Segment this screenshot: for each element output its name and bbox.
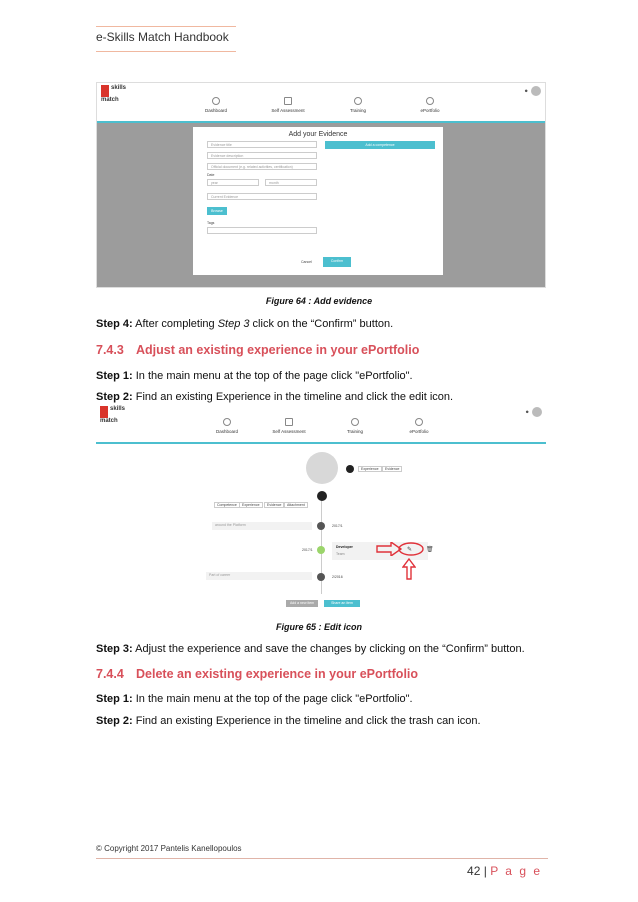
- user-area[interactable]: [524, 86, 541, 96]
- app-logo: skills match: [100, 406, 126, 424]
- nav-dashboard[interactable]: Dashboard: [181, 97, 251, 113]
- add-evidence-modal: [193, 127, 443, 275]
- experience-title: Developer: [336, 545, 353, 549]
- sun-icon: [354, 97, 362, 105]
- edit-icon[interactable]: ✎: [407, 547, 413, 553]
- app-nav-bar: [97, 83, 545, 123]
- checkbox-icon: [285, 418, 293, 426]
- footer-rule: [96, 858, 548, 859]
- timeline-marker: [317, 491, 327, 501]
- step-2-paragraph-delete: Step 2: Find an existing Experience in the timeline and click the trash can icon.: [96, 715, 481, 727]
- experience-subtitle: Team: [336, 552, 345, 556]
- nav-dashboard[interactable]: Dashboard: [192, 418, 262, 434]
- pencil-marker-icon: [317, 573, 325, 581]
- add-circle-icon[interactable]: [346, 465, 354, 473]
- current-evidence-input[interactable]: Current Evidence: [207, 193, 317, 200]
- user-icon: [415, 418, 423, 426]
- filter-evidence[interactable]: Evidence: [264, 502, 284, 508]
- doc-header-title: e-Skills Match Handbook: [96, 30, 229, 44]
- step-1-paragraph: Step 1: In the main menu at the top of the page click "ePortfolio".: [96, 370, 413, 382]
- year-select[interactable]: year: [207, 179, 259, 186]
- chip-experience[interactable]: Experience: [358, 466, 382, 472]
- user-area[interactable]: [525, 407, 542, 417]
- timeline-item-1[interactable]: around the Platform: [212, 522, 312, 530]
- user-icon: [426, 97, 434, 105]
- bell-icon[interactable]: ●: [524, 88, 528, 95]
- evidence-description-input[interactable]: Evidence description: [207, 152, 317, 159]
- evidence-title-input[interactable]: Evidence title: [207, 141, 317, 148]
- nav-self-assessment[interactable]: Self Assessment: [254, 418, 324, 434]
- nav-training[interactable]: Training: [323, 97, 393, 113]
- modal-backdrop: [97, 123, 545, 287]
- step-label: Step 4:: [96, 318, 133, 330]
- page-number: 42 | P a g e: [467, 864, 542, 878]
- link-icon: [317, 522, 325, 530]
- timeline-date-1: 2017/1: [332, 524, 343, 528]
- figure-caption-65: Figure 65 : Edit icon: [275, 622, 362, 632]
- timeline-item-3[interactable]: Part of career: [206, 572, 312, 580]
- tags-input[interactable]: [207, 227, 317, 234]
- timeline-date-3: 2/2016: [332, 575, 343, 579]
- experience-marker-icon: [317, 546, 325, 554]
- add-competence-button[interactable]: Add a competence: [325, 141, 435, 149]
- doc-header: [96, 28, 236, 52]
- dashboard-icon: [223, 418, 231, 426]
- screenshot-add-evidence: [96, 82, 546, 288]
- logo-mark-icon: [100, 406, 108, 418]
- filter-attachment[interactable]: Attachment: [284, 502, 308, 508]
- profile-avatar: [306, 452, 338, 484]
- red-up-arrow-annotation: [402, 558, 416, 580]
- app-nav-bar: [96, 404, 546, 444]
- step-reference: Step 3: [217, 318, 250, 330]
- timeline-date-2: 2017/1: [302, 548, 313, 552]
- bell-icon[interactable]: ●: [525, 409, 529, 416]
- nav-eportfolio[interactable]: ePortfolio: [395, 97, 465, 123]
- checkbox-icon: [284, 97, 292, 105]
- filter-experience[interactable]: Experience: [239, 502, 263, 508]
- month-select[interactable]: month: [265, 179, 317, 186]
- nav-training[interactable]: Training: [320, 418, 390, 434]
- sun-icon: [351, 418, 359, 426]
- step-3-paragraph: Step 3: Adjust the experience and save the changes by clicking on the “Confirm” button.: [96, 643, 525, 655]
- tags-label: Tags: [207, 221, 215, 225]
- section-heading-7-4-3: 7.4.3 Adjust an existing experience in your ePortfolio: [96, 343, 420, 357]
- section-heading-7-4-4: 7.4.4 Delete an existing experience in your ePortfolio: [96, 667, 419, 681]
- dashboard-icon: [212, 97, 220, 105]
- logo-mark-icon: [101, 85, 109, 97]
- app-logo: skills match: [101, 85, 127, 103]
- figure-caption-64: Figure 64 : Add evidence: [265, 296, 373, 306]
- step-4-paragraph: Step 4: After completing Step 3 click on the “Confirm” button.: [96, 318, 394, 330]
- modal-title: Add your Evidence: [288, 131, 348, 138]
- screenshot-edit-icon: [96, 404, 546, 616]
- filter-competence[interactable]: Competence: [214, 502, 240, 508]
- share-item-button[interactable]: Share an item: [324, 600, 360, 607]
- date-label: Date: [207, 173, 215, 177]
- header-rule-top: [96, 26, 236, 27]
- confirm-button[interactable]: Confirm: [323, 257, 351, 267]
- chip-evidence[interactable]: Evidence: [382, 466, 402, 472]
- trash-icon[interactable]: 🗑: [426, 547, 434, 553]
- document-type-select[interactable]: Official document (e.g. related activities, certification): [207, 163, 317, 170]
- nav-eportfolio[interactable]: ePortfolio: [384, 418, 454, 444]
- copyright-text: © Copyright 2017 Pantelis Kanellopoulos: [96, 844, 242, 853]
- step-2-paragraph: Step 2: Find an existing Experience in the timeline and click the edit icon.: [96, 391, 454, 403]
- nav-self-assessment[interactable]: Self Assessment: [253, 97, 323, 113]
- browse-button[interactable]: Browse: [207, 207, 227, 215]
- add-new-item-button[interactable]: Add a new item: [286, 600, 318, 607]
- step-1-paragraph-delete: Step 1: In the main menu at the top of the page click "ePortfolio".: [96, 693, 413, 705]
- avatar[interactable]: [531, 86, 541, 96]
- avatar[interactable]: [532, 407, 542, 417]
- cancel-button[interactable]: Cancel: [301, 260, 312, 264]
